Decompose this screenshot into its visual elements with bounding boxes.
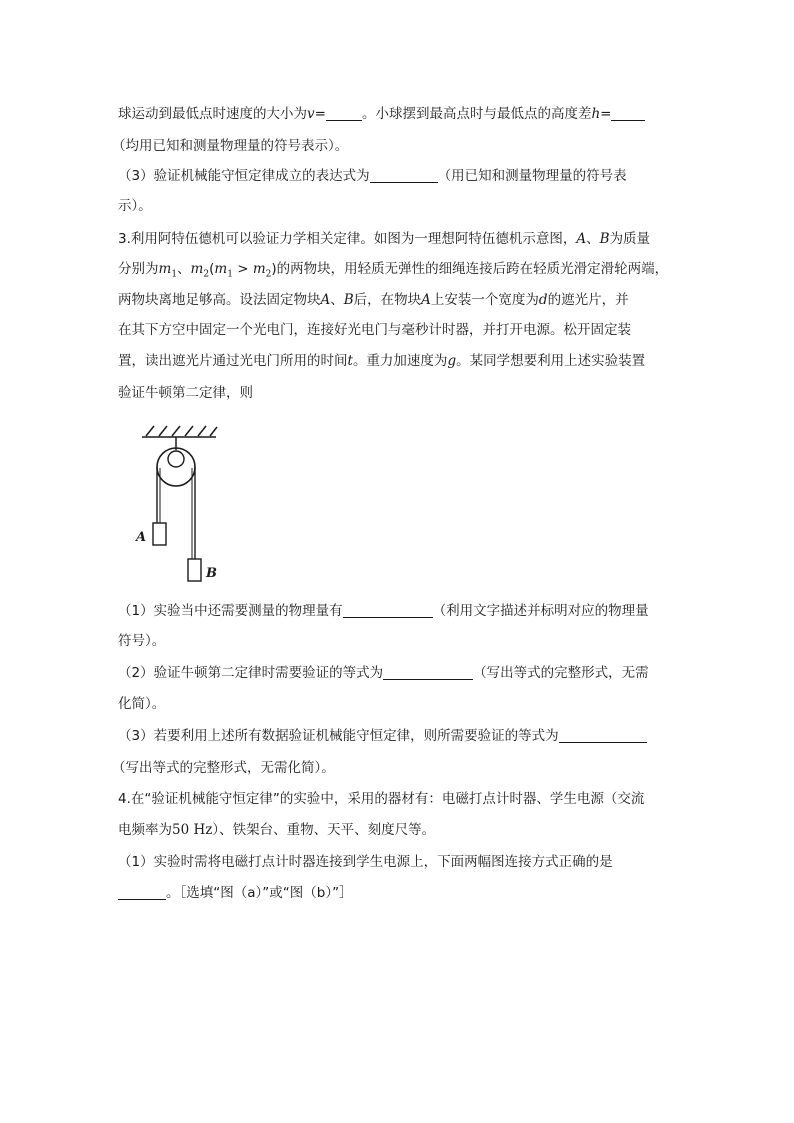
text-line-1: 球运动到最低点时速度的大小为v= 。小球摆到最高点时与最低点的高度差h= (118, 104, 645, 124)
text-line-2: （均用已知和测量物理量的符号表示）。 (112, 138, 349, 154)
label-block-b: B (206, 566, 217, 581)
text-line-8: 在其下方空中固定一个光电门，连接好光电门与毫秒计时器，并打开电源。松开固定装 (118, 322, 631, 338)
answer-blank-energy-expression[interactable] (370, 168, 438, 183)
answer-blank-energy-equation[interactable] (559, 728, 647, 743)
text-line-3: （3）验证机械能守恒定律成立的表达式为 （用已知和测量物理量的符号表 (118, 168, 627, 184)
text-line-7: 两物块离地足够高。设法固定物块A、B后，在物块A上安装一个宽度为d的遮光片，并 (118, 292, 629, 308)
text-line-12: 符号）。 (118, 633, 166, 649)
text-line-10: 验证牛顿第二定律，则 (118, 385, 253, 401)
text-line-20: 。［选填“图（a）”或“图（b）”］ (118, 883, 353, 903)
answer-blank-newton-equation[interactable] (383, 665, 473, 680)
block-b (188, 559, 201, 581)
text-line-18: 电频率为50 Hz）、铁架台、重物、天平、刻度尺等。 (118, 822, 436, 838)
text-line-6: 分别为$m_1$、$m_2(m_1 > m_2)$的两物块，用轻质无弹性的细绳连接后跨在轻质光滑定滑轮两端， (118, 261, 669, 280)
answer-blank-figure-choice[interactable] (118, 885, 166, 900)
answer-blank-velocity[interactable] (326, 106, 362, 121)
text-line-19: （1）实验时需将电磁打点计时器连接到学生电源上，下面两幅图连接方式正确的是 (118, 854, 613, 870)
ceiling-hatch (142, 426, 217, 437)
text-line-15: （3）若要利用上述所有数据验证机械能守恒定律，则所需要验证的等式为 (118, 726, 647, 746)
answer-blank-quantities[interactable] (343, 603, 433, 618)
text-line-11: （1）实验当中还需要测量的物理量有 （利用文字描述并标明对应的物理量 (118, 603, 649, 619)
text-line-5: 3.利用阿特伍德机可以验证力学相关定律。如图为一理想阿特伍德机示意图，A、B为质量 (118, 231, 651, 247)
text-line-16: （写出等式的完整形式，无需化简）。 (112, 760, 335, 776)
text-line-9: 置，读出遮光片通过光电门所用的时间t。重力加速度为g。某同学想要利用上述实验装置 (118, 353, 646, 369)
pulley-axle (168, 451, 184, 467)
label-block-a: A (136, 530, 147, 545)
text-line-13: （2）验证牛顿第二定律时需要验证的等式为 （写出等式的完整形式，无需 (118, 665, 649, 681)
text-line-14: 化简）。 (118, 696, 166, 712)
atwood-machine-diagram (120, 410, 240, 590)
text-line-17: 4.在“验证机械能守恒定律”的实验中，采用的器材有：电磁打点计时器、学生电源（交流 (118, 791, 645, 807)
block-a (153, 523, 166, 545)
answer-blank-height[interactable] (611, 106, 645, 121)
text-line-4: 示）。 (118, 198, 152, 214)
